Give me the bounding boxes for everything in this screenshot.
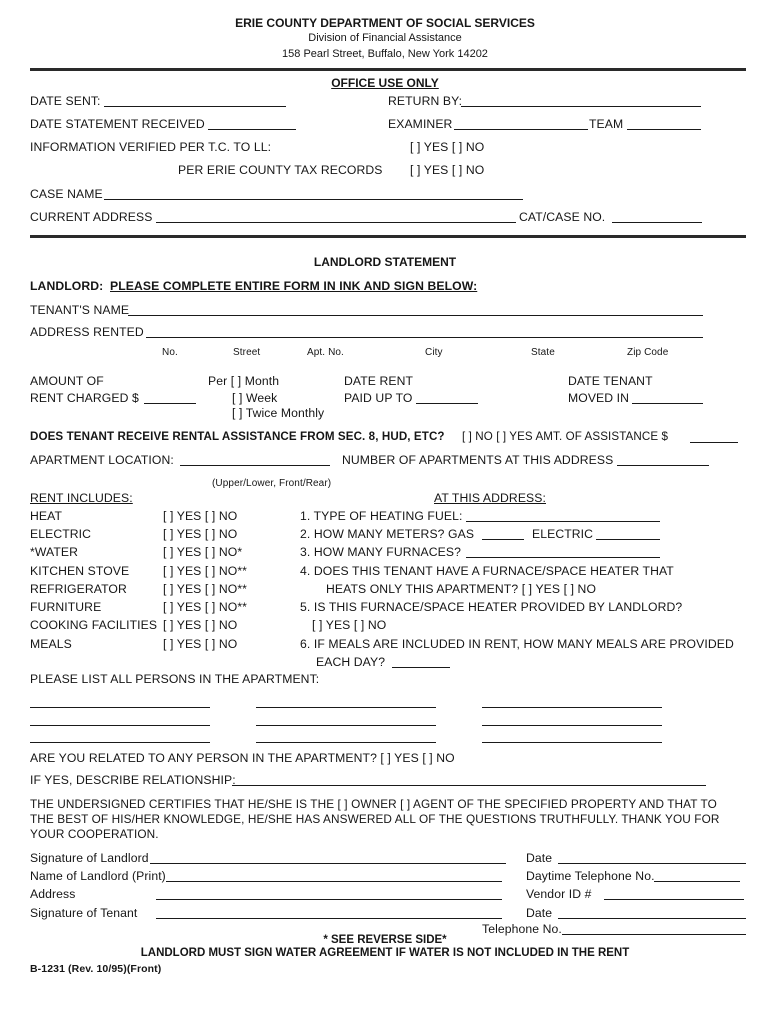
person-line[interactable] [30,742,210,743]
rent-includes-furniture: FURNITURE [30,600,102,614]
team-label: TEAM [589,117,624,131]
moved-in-field[interactable] [632,403,703,404]
refrigerator-options[interactable]: [ ] YES [ ] NO** [163,582,248,596]
assistance-amount-field[interactable] [690,442,738,443]
meters-question: 2. HOW MANY METERS? GAS [300,527,475,541]
rent-includes-water: *WATER [30,545,78,559]
name-landlord-field[interactable] [166,881,502,882]
divider-top [30,68,746,71]
return-by-label: RETURN BY: [388,94,463,108]
rent-includes-heat: HEAT [30,509,62,523]
agency-address: 158 Pearl Street, Buffalo, New York 14202 [282,48,488,60]
name-landlord-label: Name of Landlord (Print) [30,869,166,883]
meals-per-day-label: EACH DAY? [316,655,386,669]
address-no-hint: No. [162,347,178,358]
date-label-1: Date [526,851,553,865]
daytime-phone-field[interactable] [654,881,740,882]
address-rented-field[interactable] [146,337,703,338]
apartment-location-field[interactable] [180,465,330,466]
electric-options[interactable]: [ ] YES [ ] NO [163,527,238,541]
rent-includes-cooking-facilities: COOKING FACILITIES [30,618,158,632]
heat-options[interactable]: [ ] YES [ ] NO [163,509,238,523]
space-heater-options[interactable]: HEATS ONLY THIS APARTMENT? [ ] YES [ ] NO [326,582,597,596]
heating-fuel-field[interactable] [466,521,660,522]
division-name: Division of Financial Assistance [308,32,462,44]
landlord-instruction-label: LANDLORD: [30,279,104,293]
space-heater-question: 4. DOES THIS TENANT HAVE A FURNACE/SPACE HEATER THAT [300,564,674,578]
persons-list-label: PLEASE LIST ALL PERSONS IN THE APARTMENT: [30,672,320,686]
see-reverse-note: * SEE REVERSE SIDE* [323,934,447,946]
related-question[interactable]: ARE YOU RELATED TO ANY PERSON IN THE APARTMENT? [ ] YES [ ] NO [30,751,455,765]
address-zip-hint: Zip Code [627,347,669,358]
cooking-facilities-options[interactable]: [ ] YES [ ] NO [163,618,238,632]
address-apt-hint: Apt. No. [307,347,344,358]
daytime-phone-label: Daytime Telephone No. [526,869,655,883]
signature-landlord-field[interactable] [150,863,506,864]
certification-line-2: THE BEST OF HIS/HER KNOWLEDGE, HE/SHE HAS ANSWERED ALL OF THE QUESTIONS TRUTHFULLY. THANK YOU FOR [30,812,720,826]
cat-case-field[interactable] [612,222,702,223]
gas-meters-field[interactable] [482,539,524,540]
telephone-label: Telephone No. [482,922,562,936]
tenant-name-label: TENANT'S NAME [30,303,130,317]
current-address-label: CURRENT ADDRESS [30,210,153,224]
tenant-name-field[interactable] [128,315,703,316]
rent-includes-electric: ELECTRIC [30,527,92,541]
agency-name: ERIE COUNTY DEPARTMENT OF SOCIAL SERVICES [235,16,535,30]
meals-options[interactable]: [ ] YES [ ] NO [163,637,238,651]
address-rented-label: ADDRESS RENTED [30,325,144,339]
date-rent-label: DATE RENT [344,374,414,388]
heater-provided-question: 5. IS THIS FURNACE/SPACE HEATER PROVIDED BY LANDLORD? [300,600,683,614]
address-field[interactable] [156,899,502,900]
per-twice-monthly-option[interactable]: [ ] Twice Monthly [232,406,325,420]
moved-in-label: MOVED IN [568,391,630,405]
heater-provided-options[interactable]: [ ] YES [ ] NO [312,618,387,632]
info-verified-options[interactable]: [ ] YES [ ] NO [410,140,485,154]
case-name-field[interactable] [104,199,523,200]
electric-meters-label: ELECTRIC [532,527,594,541]
date-sent-label: DATE SENT: [30,94,101,108]
current-address-field[interactable] [156,222,516,223]
date-statement-received-label: DATE STATEMENT RECEIVED [30,117,205,131]
person-line[interactable] [256,707,436,708]
at-this-address-title: AT THIS ADDRESS: [434,491,546,505]
heating-fuel-question: 1. TYPE OF HEATING FUEL: [300,509,463,523]
person-line[interactable] [256,742,436,743]
info-verified-label: INFORMATION VERIFIED PER T.C. TO LL: [30,140,272,154]
date-tenant-label: DATE TENANT [568,374,653,388]
address-state-hint: State [531,347,555,358]
rent-includes-kitchen-stove: KITCHEN STOVE [30,564,130,578]
paid-up-to-field[interactable] [416,403,478,404]
apartment-location-label: APARTMENT LOCATION: [30,453,174,467]
person-line[interactable] [30,725,210,726]
address-city-hint: City [425,347,443,358]
certification-line-1: THE UNDERSIGNED CERTIFIES THAT HE/SHE IS THE [ ] OWNER [ ] AGENT OF THE SPECIFIED PROPERTY AND THAT TO [30,797,717,811]
person-line[interactable] [30,707,210,708]
divider-middle [30,235,746,238]
person-line[interactable] [482,725,662,726]
office-use-title: OFFICE USE ONLY [331,76,439,90]
water-options[interactable]: [ ] YES [ ] NO* [163,545,243,559]
per-month-option[interactable]: Per [ ] Month [208,374,280,388]
landlord-statement-title: LANDLORD STATEMENT [313,255,457,269]
vendor-id-field[interactable] [604,899,744,900]
furnaces-field[interactable] [466,557,660,558]
rental-assistance-options[interactable]: [ ] NO [ ] YES AMT. OF ASSISTANCE $ [462,430,669,443]
meals-question: 6. IF MEALS ARE INCLUDED IN RENT, HOW MANY MEALS ARE PROVIDED [300,637,734,651]
certification-line-3: YOUR COOPERATION. [30,827,159,841]
cat-case-label: CAT/CASE NO. [519,210,606,224]
number-of-apartments-field[interactable] [617,465,709,466]
meals-per-day-field[interactable] [392,667,450,668]
furnaces-question: 3. HOW MANY FURNACES? [300,545,462,559]
kitchen-stove-options[interactable]: [ ] YES [ ] NO** [163,564,248,578]
examiner-field[interactable] [454,129,588,130]
relationship-label: IF YES, DESCRIBE RELATIONSHIP: [30,773,236,787]
rental-assistance-question: DOES TENANT RECEIVE RENTAL ASSISTANCE FROM SEC. 8, HUD, ETC? [30,430,445,443]
rent-includes-refrigerator: REFRIGERATOR [30,582,127,596]
tax-records-label: PER ERIE COUNTY TAX RECORDS [178,163,383,177]
furniture-options[interactable]: [ ] YES [ ] NO** [163,600,248,614]
address-label: Address [30,887,76,901]
electric-meters-field[interactable] [596,539,660,540]
rent-charged-label: RENT CHARGED $ [30,391,139,405]
case-name-label: CASE NAME [30,187,103,201]
return-by-field[interactable] [461,106,701,107]
signature-landlord-label: Signature of Landlord [30,851,149,865]
person-line[interactable] [482,707,662,708]
per-week-option[interactable]: [ ] Week [232,391,278,405]
date-sent-field[interactable] [104,106,286,107]
examiner-label: EXAMINER [388,117,453,131]
amount-of-label: AMOUNT OF [30,374,104,388]
landlord-instruction: PLEASE COMPLETE ENTIRE FORM IN INK AND SIGN BELOW: [110,279,478,293]
form-id: B-1231 (Rev. 10/95)(Front) [30,963,162,975]
apartment-location-hint: (Upper/Lower, Front/Rear) [212,478,332,489]
signature-tenant-field[interactable] [156,918,502,919]
rent-includes-meals: MEALS [30,637,72,651]
signature-tenant-label: Signature of Tenant [30,906,138,920]
date-statement-received-field[interactable] [208,129,296,130]
date-field-1[interactable] [558,863,746,864]
person-line[interactable] [482,742,662,743]
rent-includes-title: RENT INCLUDES: [30,491,133,505]
tax-records-options[interactable]: [ ] YES [ ] NO [410,163,485,177]
water-agreement-note: LANDLORD MUST SIGN WATER AGREEMENT IF WATER IS NOT INCLUDED IN THE RENT [140,947,630,959]
date-label-2: Date [526,906,553,920]
vendor-id-label: Vendor ID # [526,887,592,901]
date-field-2[interactable] [558,918,746,919]
relationship-field[interactable] [232,785,706,786]
paid-up-to-label: PAID UP TO [344,391,413,405]
team-field[interactable] [627,129,701,130]
rent-charged-field[interactable] [144,403,196,404]
person-line[interactable] [256,725,436,726]
address-street-hint: Street [233,347,261,358]
number-of-apartments-label: NUMBER OF APARTMENTS AT THIS ADDRESS [342,453,614,467]
